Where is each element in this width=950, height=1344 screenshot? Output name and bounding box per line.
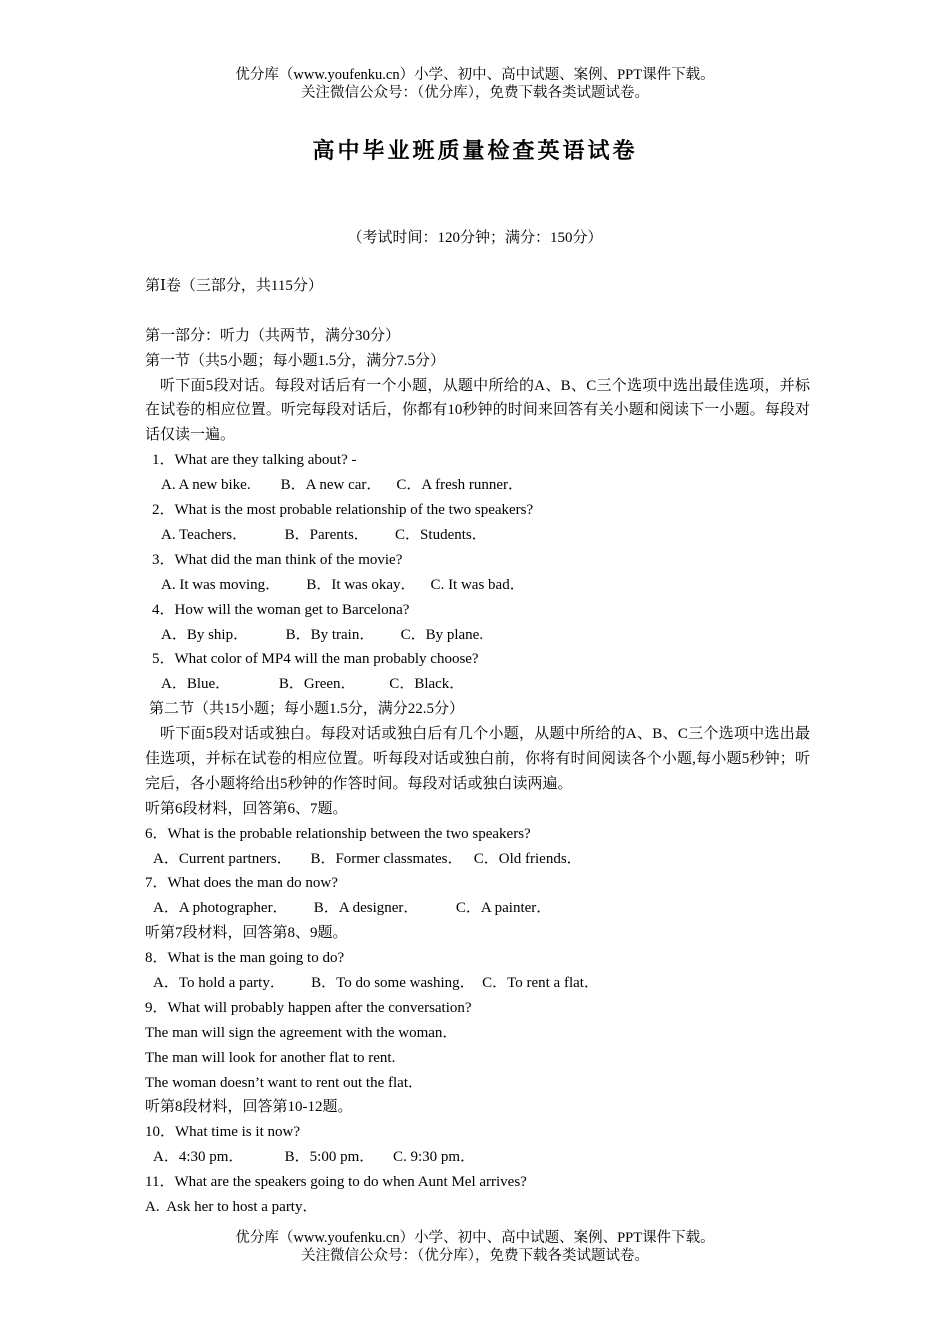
header-line-1: 优分库（www.youfenku.cn）小学、初中、高中试题、案例、PPT课件下载。 (235, 67, 715, 83)
question-11: 11．What are the speakers going to do when Aunt Mel arrives? (145, 1174, 527, 1191)
page-footer (0, 1229, 950, 1265)
material-6-note: 听第6段材料，回答第6、7题。 (145, 800, 348, 817)
exam-body (145, 274, 810, 1220)
question-8: 8．What is the man going to do? (145, 950, 345, 967)
question-6: 6．What is the probable relationship between the two speakers? (145, 825, 531, 842)
question-4: 4．How will the woman get to Barcelona? (152, 601, 410, 618)
section2-heading: 第二节（共15小题；每小题1.5分，满分22.5分） (149, 701, 465, 718)
part1-heading: 第一部分：听力（共两节，满分30分） (145, 327, 401, 344)
question-2-options: A. Teachers． B．Parents． C．Students． (161, 526, 487, 543)
question-7-options: A．A photographer． B．A designer． C．A painter． (153, 900, 552, 917)
question-3-options: A. It was moving． B．It was okay． C. It was bad． (161, 576, 525, 593)
question-10-options: A．4:30 pm． B．5:00 pm． C. 9:30 pm． (153, 1149, 476, 1166)
question-4-options: A．By ship． B．By train． C．By plane. (161, 626, 484, 643)
footer-line-1: 优分库（www.youfenku.cn）小学、初中、高中试题、案例、PPT课件下载。 (235, 1230, 715, 1246)
question-6-options: A．Current partners． B．Former classmates． C．Old friends． (153, 850, 582, 867)
question-9: 9．What will probably happen after the conversation? (145, 999, 472, 1016)
question-9-option-c: The woman doesn’t want to rent out the flat． (145, 1074, 423, 1091)
question-9-option-a: The man will sign the agreement with the woman． (145, 1024, 458, 1041)
question-10: 10．What time is it now? (145, 1124, 300, 1141)
footer-line-2: 关注微信公众号：（优分库），免费下载各类试题试卷。 (301, 1248, 649, 1264)
spacer (145, 299, 810, 324)
material-7-note: 听第7段材料，回答第8、9题。 (145, 925, 348, 942)
section1-instructions: 听下面5段对话。每段对话后有一个小题，从题中所给的A、B、C三个选项中选出最佳选项，并标在试卷的相应位置。听完每段对话后，你都有10秒钟的时间来回答有关小题和阅读下一小题。每段对话仅读一遍。 (145, 377, 810, 444)
page-title: 高中毕业班质量检查英语试卷 (312, 138, 638, 163)
question-1: 1．What are they talking about? - (152, 452, 357, 469)
question-7: 7．What does the man do now? (145, 875, 338, 892)
question-5: 5．What color of MP4 will the man probably choose? (152, 651, 479, 668)
question-3: 3．What did the man think of the movie? (152, 551, 403, 568)
page-header (0, 66, 950, 102)
part-intro: 第Ⅰ卷（三部分，共115分） (145, 278, 323, 294)
question-2: 2．What is the most probable relationship of the two speakers? (152, 502, 534, 519)
section2-instructions: 听下面5段对话或独白。每段对话或独白后有几个小题，从题中所给的A、B、C三个选项中选出最佳选项，并标在试卷的相应位置。听每段对话或独白前，你将有时间阅读各个小题,每小题5秒钟；听完后，各小题将给出5秒钟的作答时间。每段对话或独白读两遍。 (145, 726, 810, 792)
question-8-options: A．To hold a party． B．To do some washing． C．To rent a flat． (153, 975, 599, 992)
section1-heading: 第一节（共5小题；每小题1.5分，满分7.5分） (145, 352, 446, 369)
question-1-options: A. A new bike. B．A new car． C．A fresh runner． (161, 477, 524, 494)
exam-info: （考试时间：120分钟；满分：150分） (347, 230, 603, 246)
header-line-2: 关注微信公众号：（优分库），免费下载各类试题试卷。 (301, 85, 649, 101)
question-5-options: A．Blue． B．Green． C．Black． (161, 676, 465, 693)
question-11-option-a: A. Ask her to host a party． (145, 1199, 318, 1216)
question-9-option-b: The man will look for another flat to rent. (145, 1049, 396, 1066)
material-8-note: 听第8段材料，回答第10-12题。 (145, 1099, 353, 1116)
